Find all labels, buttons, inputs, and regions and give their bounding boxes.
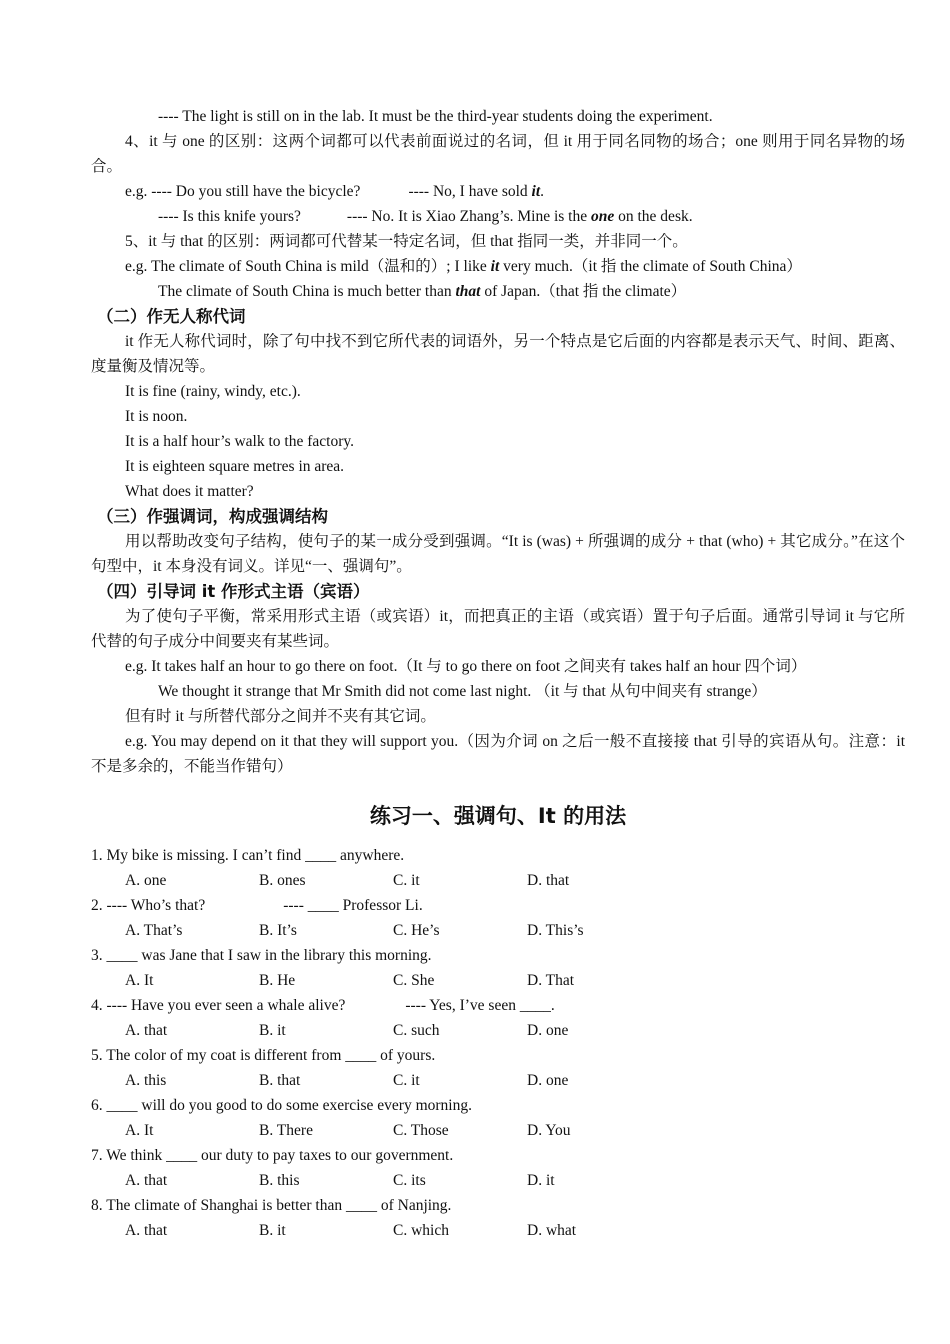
section-paragraph: 用以帮助改变句子结构，使句子的某一成分受到强调。“It is (was) + 所强调的成分 + that (who) + 其它成分。”在这个句型中，it 本身没有词义。详见“一、强调句”。 bbox=[91, 533, 905, 575]
question-item bbox=[91, 893, 905, 943]
question-stem: 7. We think ____ our duty to pay taxes to our government. bbox=[91, 1147, 454, 1164]
options-row bbox=[91, 1168, 905, 1193]
option[interactable]: B. that bbox=[259, 1072, 301, 1089]
example-line: It is noon. bbox=[125, 408, 188, 425]
options-row bbox=[91, 1218, 905, 1243]
question-stem: 8. The climate of Shanghai is better than ____ of Nanjing. bbox=[91, 1197, 452, 1214]
question-stem: 5. The color of my coat is different from ____ of yours. bbox=[91, 1047, 436, 1064]
question-item bbox=[91, 943, 905, 993]
option[interactable]: D. it bbox=[527, 1172, 555, 1189]
option[interactable]: C. which bbox=[393, 1222, 449, 1239]
options-row bbox=[91, 968, 905, 993]
example-line: It is a half hour’s walk to the factory. bbox=[125, 433, 354, 450]
document-page bbox=[91, 104, 905, 1243]
option[interactable]: C. it bbox=[393, 872, 420, 889]
question-stem: 4. ---- Have you ever seen a whale alive? ---- Yes, I’ve seen ____. bbox=[91, 997, 555, 1014]
option[interactable]: A. one bbox=[125, 872, 167, 889]
option[interactable]: C. such bbox=[393, 1022, 440, 1039]
note-line: 但有时 it 与所替代部分之间并不夹有其它词。 bbox=[125, 708, 436, 725]
exercise-title: 练习一、强调句、It 的用法 bbox=[369, 804, 627, 828]
question-item bbox=[91, 1193, 905, 1243]
point-4-paragraph: 4、it 与 one 的区别：这两个词都可以代表前面说过的名词，但 it 用于同名同物的场合；one 则用于同名异物的场合。 bbox=[91, 133, 905, 175]
example-paragraph: e.g. You may depend on it that they will support you.（因为介词 on 之后一般不直接接 that 引导的宾语从句。注意：it 不是多余的，不能当作错句） bbox=[91, 733, 905, 775]
option[interactable]: B. it bbox=[259, 1022, 286, 1039]
section-paragraph: 为了使句子平衡，常采用形式主语（或宾语）it，而把真正的主语（或宾语）置于句子后面。通常引导词 it 与它所代替的句子成分中间要夹有某些词。 bbox=[91, 608, 905, 650]
option[interactable]: A. that bbox=[125, 1222, 168, 1239]
option[interactable]: B. It’s bbox=[259, 922, 297, 939]
question-item bbox=[91, 843, 905, 893]
question-item bbox=[91, 993, 905, 1043]
options-row bbox=[91, 868, 905, 893]
question-stem: 3. ____ was Jane that I saw in the library this morning. bbox=[91, 947, 432, 964]
options-row bbox=[91, 918, 905, 943]
option[interactable]: D. That bbox=[527, 972, 575, 989]
option[interactable]: B. He bbox=[259, 972, 296, 989]
section-heading: （三）作强调词，构成强调结构 bbox=[97, 507, 328, 526]
options-row bbox=[91, 1018, 905, 1043]
example-line: e.g. The climate of South China is mild（温和的）; I like it very much.（it 指 the climate of South China） bbox=[125, 258, 802, 275]
example-line: We thought it strange that Mr Smith did not come last night. （it 与 that 从句中间夹有 strange） bbox=[158, 683, 767, 700]
question-stem: 1. My bike is missing. I can’t find ____ anywhere. bbox=[91, 847, 405, 864]
option[interactable]: D. that bbox=[527, 872, 570, 889]
option[interactable]: B. it bbox=[259, 1222, 286, 1239]
option[interactable]: A. It bbox=[125, 1122, 154, 1139]
options-row bbox=[91, 1118, 905, 1143]
example-answer: ---- No. It is Xiao Zhang’s. Mine is the one on the desk. bbox=[346, 208, 693, 225]
question-list bbox=[91, 843, 905, 1243]
option[interactable]: C. Those bbox=[393, 1122, 449, 1139]
option[interactable]: A. that bbox=[125, 1022, 168, 1039]
question-item bbox=[91, 1143, 905, 1193]
example-line: e.g. It takes half an hour to go there on foot.（It 与 to go there on foot 之间夹有 takes half an hour 四个词） bbox=[125, 658, 807, 675]
example-line: What does it matter? bbox=[125, 483, 254, 500]
option[interactable]: D. one bbox=[527, 1022, 569, 1039]
option[interactable]: B. There bbox=[259, 1122, 313, 1139]
option[interactable]: C. He’s bbox=[393, 922, 440, 939]
example-line bbox=[91, 179, 905, 204]
option[interactable]: B. ones bbox=[259, 872, 306, 889]
point-5-paragraph: 5、it 与 that 的区别：两词都可代替某一特定名词，但 that 指同一类，并非同一个。 bbox=[125, 233, 688, 250]
option[interactable]: A. It bbox=[125, 972, 154, 989]
question-stem: 6. ____ will do you good to do some exercise every morning. bbox=[91, 1097, 472, 1114]
option[interactable]: C. its bbox=[393, 1172, 426, 1189]
option[interactable]: C. She bbox=[393, 972, 435, 989]
option[interactable]: D. This’s bbox=[527, 922, 584, 939]
option[interactable]: B. this bbox=[259, 1172, 300, 1189]
example-line: It is eighteen square metres in area. bbox=[125, 458, 345, 475]
section-paragraph: it 作无人称代词时，除了句中找不到它所代表的词语外，另一个特点是它后面的内容都是表示天气、时间、距离、度量衡及情况等。 bbox=[91, 333, 905, 375]
example-answer: ---- No, I have sold it. bbox=[408, 183, 545, 200]
example-line: It is fine (rainy, windy, etc.). bbox=[125, 383, 301, 400]
section-heading: （二）作无人称代词 bbox=[97, 307, 246, 326]
question-stem: 2. ---- Who’s that? ---- ____ Professor Li. bbox=[91, 897, 423, 914]
example-line: The climate of South China is much better than that of Japan.（that 指 the climate） bbox=[158, 283, 687, 300]
example-line: ---- The light is still on in the lab. It must be the third-year students doing the experiment. bbox=[158, 108, 713, 125]
question-item bbox=[91, 1093, 905, 1143]
option[interactable]: D. You bbox=[527, 1122, 571, 1139]
option[interactable]: A. this bbox=[125, 1072, 167, 1089]
option[interactable]: C. it bbox=[393, 1072, 420, 1089]
section-heading: （四）引导词 it 作形式主语（宾语） bbox=[97, 582, 370, 601]
example-question: ---- Is this knife yours? bbox=[158, 208, 301, 225]
option[interactable]: D. one bbox=[527, 1072, 569, 1089]
option[interactable]: A. that bbox=[125, 1172, 168, 1189]
option[interactable]: A. That’s bbox=[125, 922, 183, 939]
example-line bbox=[91, 204, 905, 229]
example-question: e.g. ---- Do you still have the bicycle? bbox=[125, 183, 361, 200]
question-item bbox=[91, 1043, 905, 1093]
option[interactable]: D. what bbox=[527, 1222, 577, 1239]
options-row bbox=[91, 1068, 905, 1093]
